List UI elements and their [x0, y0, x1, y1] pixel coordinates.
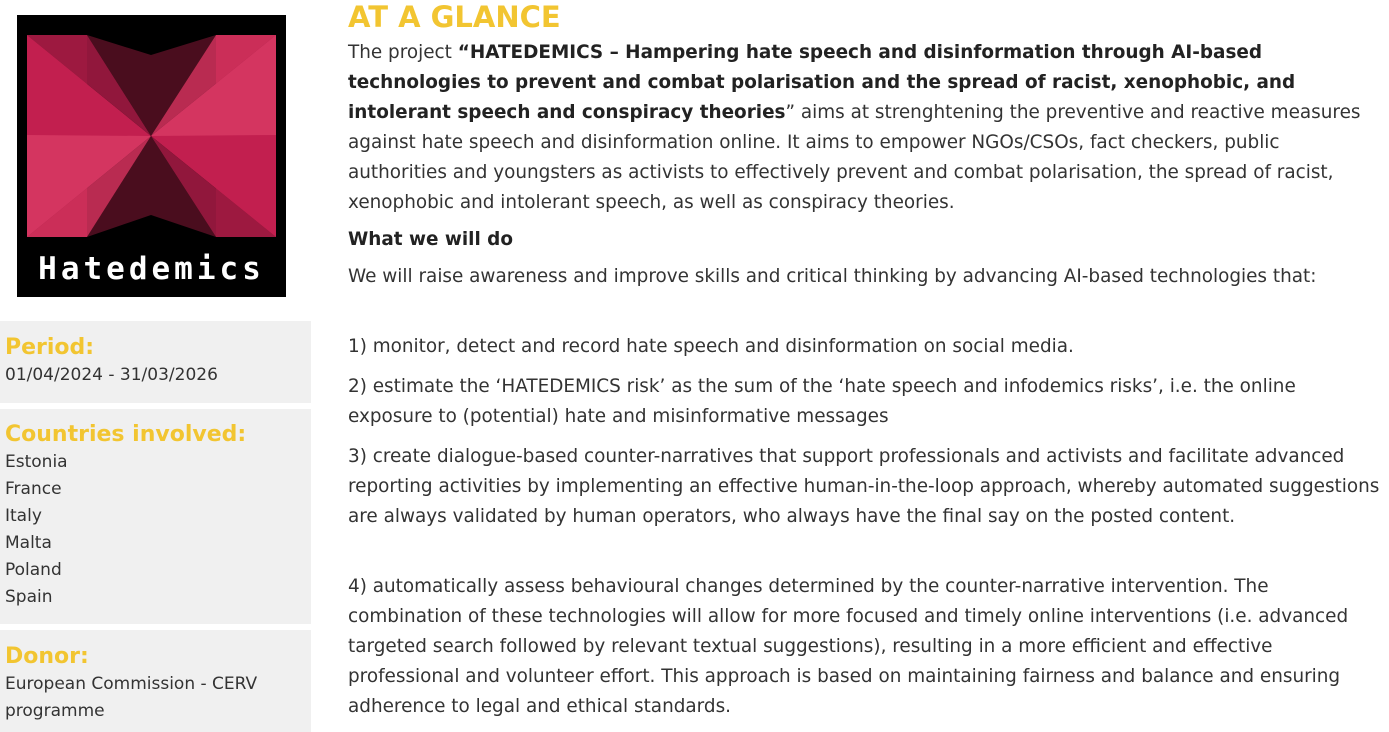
period-box: [0, 321, 311, 403]
intro-suffix: ” aims at strenghtening the preventive and reactive measures against hate speech and disinformation online. It aims to empower NGOs/CSOs, fact checkers, public authorities and youngsters as activists to effectively prevent and combat polarisation, the spread of racist, xenophobic and intolerant speech, as well as conspiracy theories.: [348, 102, 1361, 213]
countries-box: [0, 409, 311, 624]
donor-label: Donor:: [5, 644, 89, 669]
point-item: 2) estimate the ‘HATEDEMICS risk’ as the sum of the ‘hate speech and infodemics risks’, i.e. the online exposure to (potential) hate and misinformative messages: [348, 376, 1296, 427]
countries-label: Countries involved:: [5, 422, 247, 447]
intro-prefix: The project: [348, 42, 458, 63]
donor-value-line1: European Commission - CERV: [5, 674, 258, 694]
country-item: Estonia: [5, 452, 68, 472]
country-item: Spain: [5, 587, 53, 607]
section-heading: What we will do: [348, 229, 513, 250]
intro-paragraph: [348, 38, 1383, 218]
project-title: “HATEDEMICS – Hampering hate speech and disinformation through AI-based technologies to prevent and combat polarisation and the spread of racist, xenophobic, and intolerant speech and conspiracy theories: [348, 42, 1296, 123]
point-item: 3) create dialogue-based counter-narratives that support professionals and activists and facilitate advanced reporting activities by implementing an effective human-in-the-loop approach, whereby automated suggestions are always validated by human operators, who always have the final say on the posted content.: [348, 446, 1380, 527]
point-item: 1) monitor, detect and record hate speech and disinformation on social media.: [348, 336, 1074, 357]
page-title: AT A GLANCE: [348, 0, 561, 34]
period-value: 01/04/2024 - 31/03/2026: [5, 365, 218, 385]
lead-paragraph: We will raise awareness and improve skills and critical thinking by advancing AI-based technologies that:: [348, 266, 1317, 287]
country-item: France: [5, 479, 62, 499]
hatedemics-logo: [17, 15, 286, 297]
country-item: Poland: [5, 560, 62, 580]
donor-value-line2: programme: [5, 701, 105, 721]
period-label: Period:: [5, 335, 95, 360]
country-item: Italy: [5, 506, 42, 526]
point-item: 4) automatically assess behavioural changes determined by the counter-narrative intervention. The combination of these technologies will allow for more focused and timely online interventions (i.e. advanced targeted search followed by relevant textual suggestions), resulting in a more efficient and effective professional and volunteer effort. This approach is based on maintaining fairness and balance and ensuring adherence to legal and ethical standards.: [348, 576, 1349, 717]
country-item: Malta: [5, 533, 52, 553]
logo-wordmark: Hatedemics: [38, 251, 265, 287]
donor-box: [0, 630, 311, 732]
